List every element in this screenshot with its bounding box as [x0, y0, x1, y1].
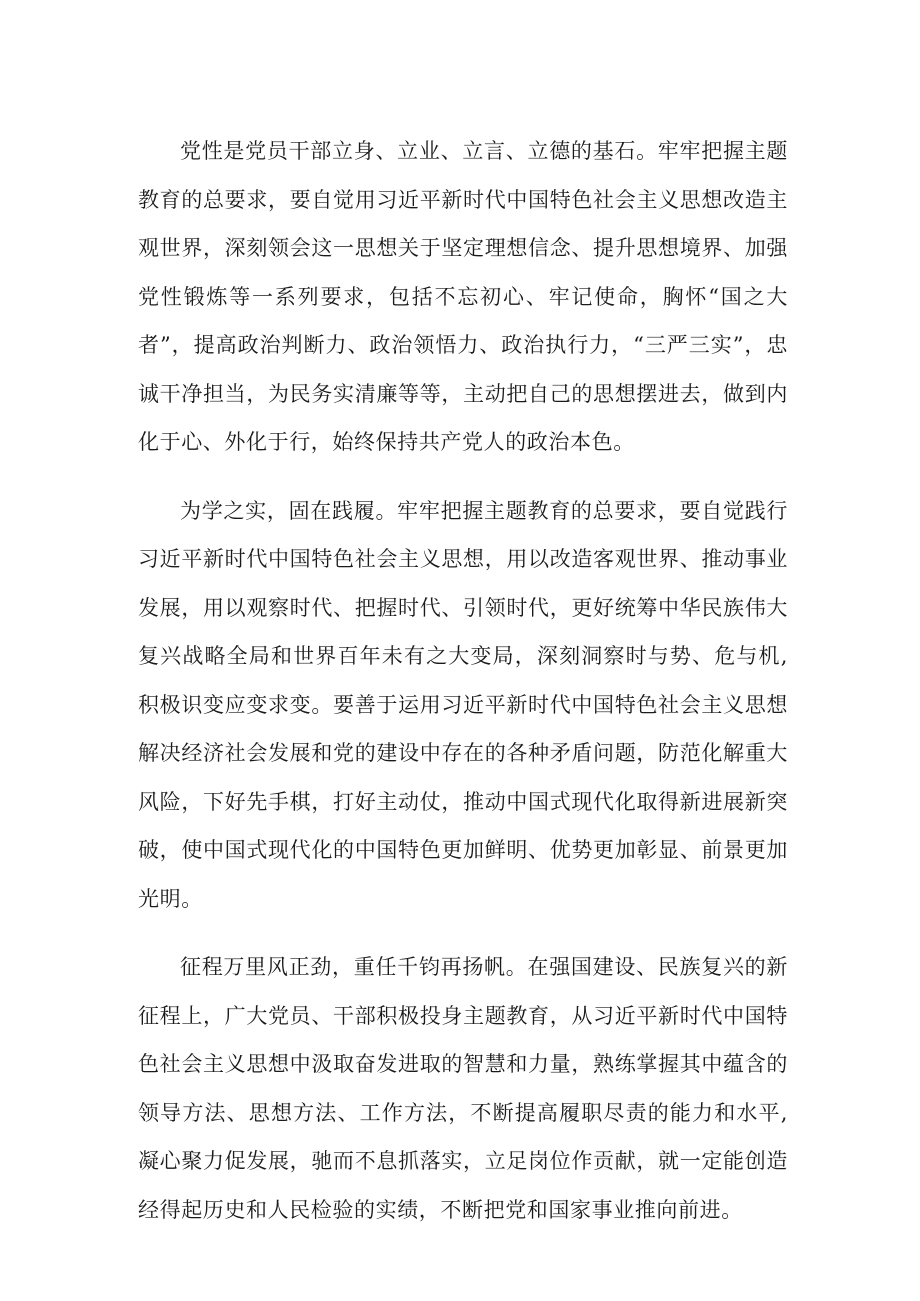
paragraph-2: 为学之实，固在践履。牢牢把握主题教育的总要求，要自觉践行习近平新时代中国特色社会主义思想，用以改造客观世界、推动事业发展，用以观察时代、把握时代、引领时代，更好统筹中华民族伟大复兴战略全局和世界百年未有之大变局，深刻洞察时与势、危与机,积极识变应变求变。要善于运用习近平新时代中国特色社会主义思想解决经济社会发展和党的建设中存在的各种矛盾问题，防范化解重大风险，下好先手棋，打好主动仗，推动中国式现代化取得新进展新突破，使中国式现代化的中国特色更加鲜明、优势更加彰显、前景更加光明。	[138, 498, 788, 911]
document-body	[138, 127, 788, 1234]
paragraph-3: 征程万里风正劲，重任千钧再扬帆。在强国建设、民族复兴的新征程上，广大党员、干部积极投身主题教育，从习近平新时代中国特色社会主义思想中汲取奋发进取的智慧和力量，熟练掌握其中蕴含的领导方法、思想方法、工作方法，不断提高履职尽责的能力和水平,凝心聚力促发展，驰而不息抓落实，立足岗位作贡献，就一定能创造经得起历史和人民检验的实绩，不断把党和国家事业推向前进。	[138, 955, 788, 1222]
paragraph-1: 党性是党员干部立身、立业、立言、立德的基石。牢牢把握主题教育的总要求，要自觉用习近平新时代中国特色社会主义思想改造主观世界，深刻领会这一思想关于坚定理想信念、提升思想境界、加强党性锻炼等一系列要求，包括不忘初心、牢记使命，胸怀“国之大者”，提高政治判断力、政治领悟力、政治执行力，“三严三实”，忠诚干净担当，为民务实清廉等等，主动把自己的思想摆进去，做到内化于心、外化于行，始终保持共产党人的政治本色。	[138, 139, 788, 454]
